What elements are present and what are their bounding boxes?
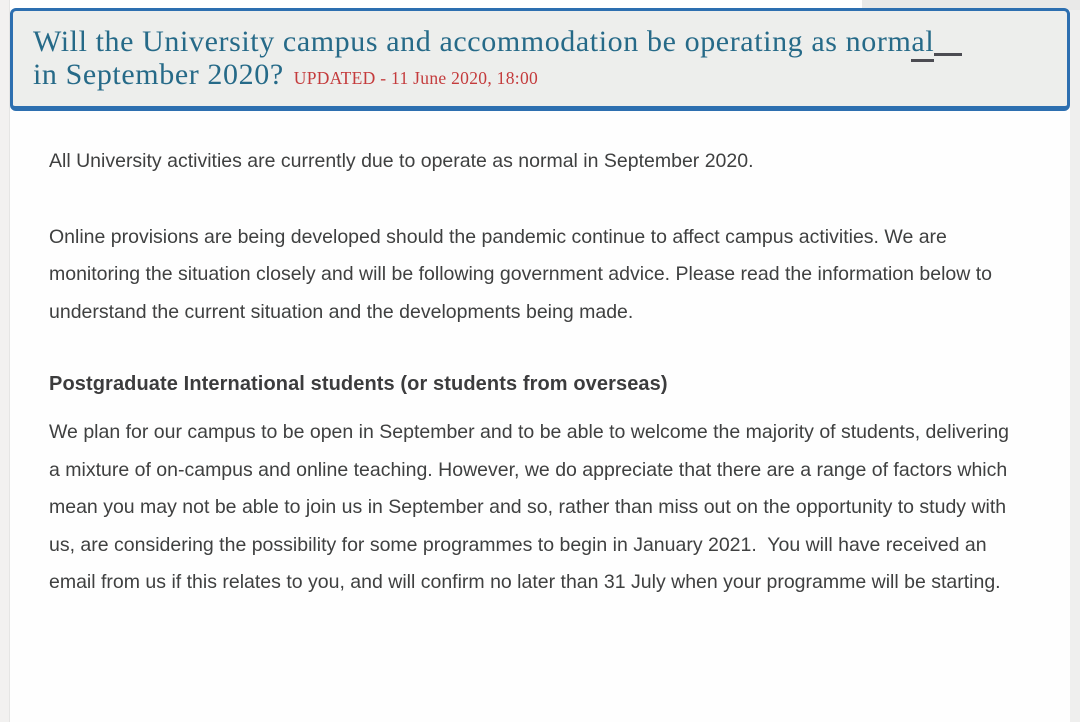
question-title [33,25,1047,95]
page-left-gutter [0,0,10,722]
question-line-2 [33,58,1047,95]
question-text-underlined: al [911,25,934,62]
updated-badge: UPDATED - 11 June 2020, 18:00 [293,68,539,88]
article-content [10,111,1070,722]
paragraph-intro: All University activities are currently due to operate as normal in September 2020. [49,150,754,172]
question-text-line2: in September 2020? [33,58,284,91]
question-line-1 [33,25,1047,58]
page-right-gutter [1070,0,1080,722]
underline-mark [934,47,962,56]
section-subheading: Postgraduate International students (or students from overseas) [49,373,668,395]
paragraph-campus-plan: We plan for our campus to be open in September and to be able to welcome the majority of students, delivering a mixture of on-campus and online teaching. However, we do appreciate that there are a range of factors which mean you may not be able to join us in September and so, rather than miss out on the opportunity to study with us, are considering the possibility for some programmes to begin in January 2021. You will have received an email from us if this relates to you, and will confirm no later than 31 July when your programme will be starting. [49,421,1015,593]
question-text-pre: Will the University campus and accommodation be operating as norm [33,25,912,58]
paragraph-online-provisions: Online provisions are being developed should the pandemic continue to affect campus activities. We are monitoring the situation closely and will be following government advice. Please read the information below to understand the current situation and the developments being made. [49,225,998,323]
faq-question-header[interactable] [10,8,1070,111]
